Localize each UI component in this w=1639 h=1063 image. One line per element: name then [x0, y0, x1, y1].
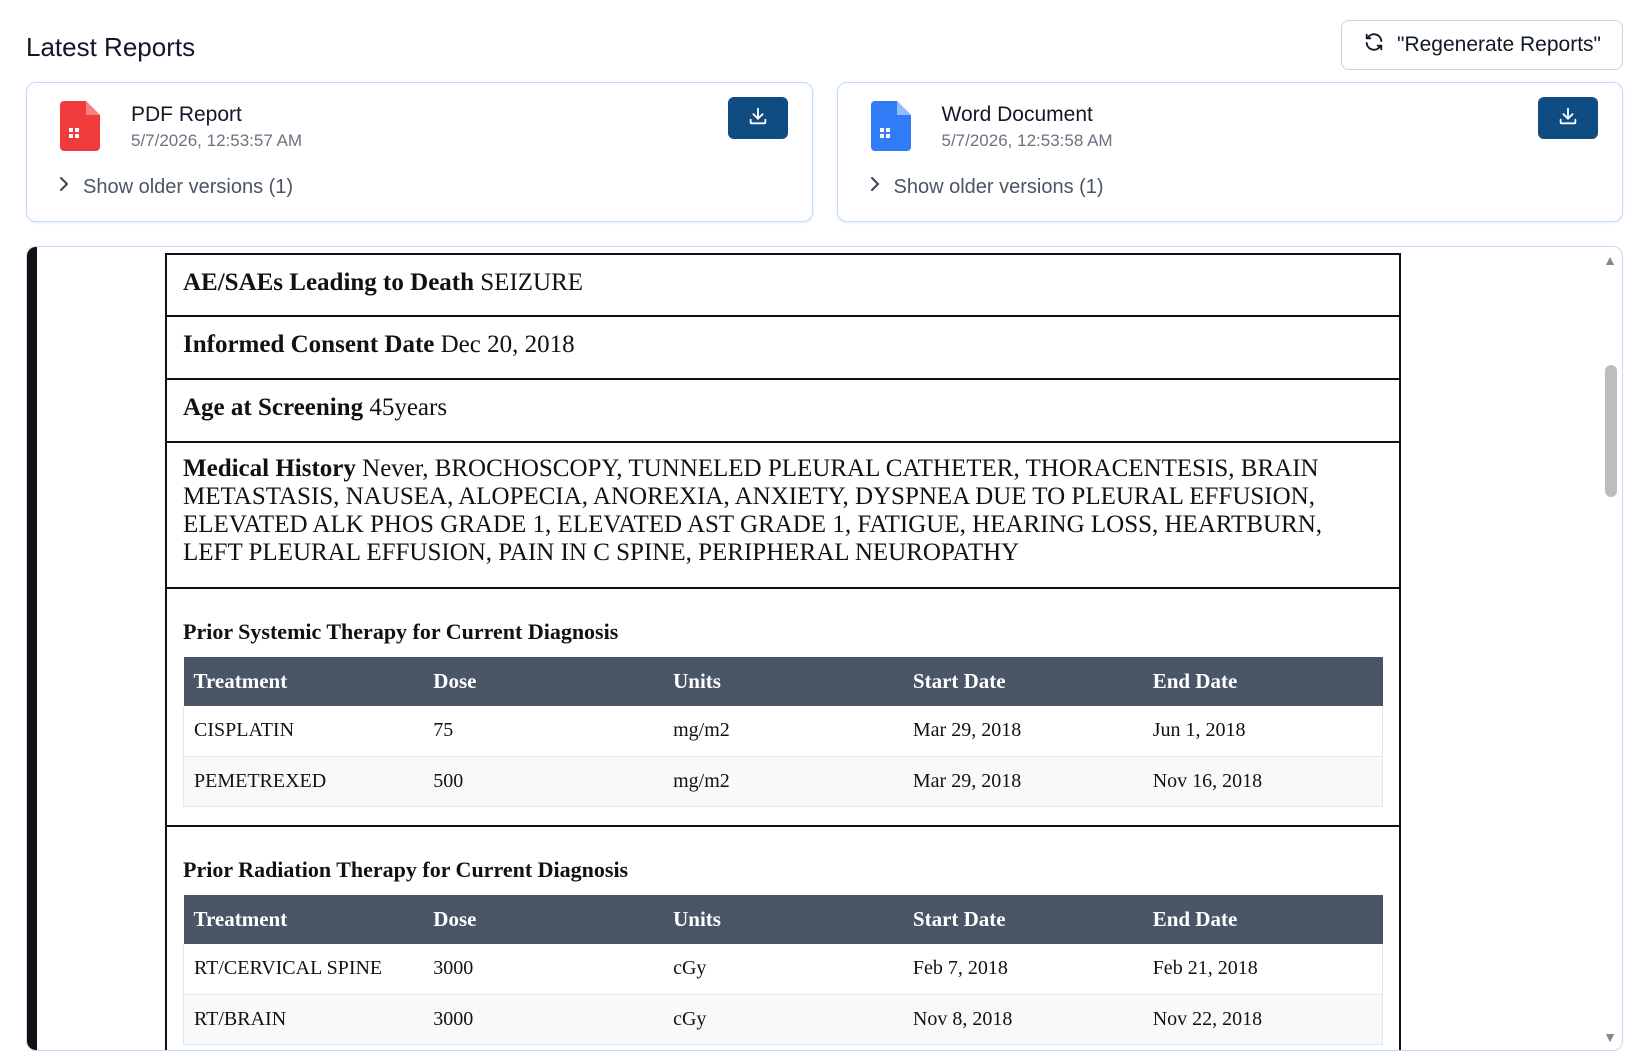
table-cell: Nov 16, 2018: [1143, 756, 1383, 806]
scrollbar-thumb[interactable]: [1605, 365, 1617, 497]
field-value: Dec 20, 2018: [440, 331, 575, 358]
vertical-scrollbar[interactable]: [1590, 247, 1622, 1050]
column-header: Start Date: [903, 657, 1143, 706]
report-cards: [26, 82, 1623, 222]
field-label: Medical History: [183, 455, 356, 482]
table-cell: Nov 22, 2018: [1143, 994, 1383, 1044]
show-older-versions-toggle[interactable]: [57, 175, 293, 199]
show-older-versions-label: Show older versions (1): [893, 175, 1104, 198]
scroll-up-arrow-icon[interactable]: ▲: [1603, 252, 1617, 268]
table-cell: CISPLATIN: [184, 706, 424, 756]
table-cell: RT/CERVICAL SPINE: [184, 944, 424, 994]
report-document: [165, 253, 1401, 1051]
column-header: End Date: [1143, 895, 1383, 944]
radiation-therapy-table: [183, 895, 1383, 1045]
refresh-icon: [1363, 31, 1385, 59]
table-cell: Mar 29, 2018: [903, 756, 1143, 806]
show-older-versions-label: Show older versions (1): [83, 175, 294, 198]
scroll-down-arrow-icon[interactable]: ▼: [1603, 1029, 1617, 1045]
table-cell: cGy: [663, 994, 903, 1044]
pdf-report-card: [26, 82, 813, 222]
download-word-button[interactable]: [1538, 97, 1598, 139]
field-value: Never, BROCHOSCOPY, TUNNELED PLEURAL CATHETER, THORACENTESIS, BRAIN METASTASIS, NAUSEA, ALOPECIA, ANOREXIA, ANXIETY, DYSPNEA DUE TO PLEURAL EFFUSION, ELEVATED ALK PHOS GRADE 1, ELEVATED AST GRADE 1, FATIGUE, HEARING LOSS, HEARTBURN, LEFT PLEURAL EFFUSION, PAIN IN C SPINE, PERIPHERAL NEUROPATHY: [183, 455, 1323, 566]
table-cell: mg/m2: [663, 756, 903, 806]
card-timestamp: 5/7/2026, 12:53:57 AM: [131, 131, 303, 150]
systemic-therapy-section: [165, 589, 1401, 827]
age-at-screening-row: [165, 380, 1401, 443]
page-title: Latest Reports: [26, 32, 196, 62]
table-cell: mg/m2: [663, 706, 903, 756]
chevron-right-icon: [868, 175, 882, 199]
download-pdf-button[interactable]: [728, 97, 788, 139]
report-preview-viewer[interactable]: [26, 246, 1623, 1051]
card-timestamp: 5/7/2026, 12:53:58 AM: [941, 131, 1113, 150]
table-cell: PEMETREXED: [184, 756, 424, 806]
column-header: Dose: [423, 657, 663, 706]
viewer-left-edge: [27, 247, 37, 1050]
table-cell: Feb 7, 2018: [903, 944, 1143, 994]
table-cell: Mar 29, 2018: [903, 706, 1143, 756]
field-label: AE/SAEs Leading to Death: [183, 269, 475, 296]
table-row: [184, 756, 1383, 806]
column-header: Units: [663, 657, 903, 706]
regenerate-reports-button[interactable]: [1341, 20, 1623, 70]
column-header: Units: [663, 895, 903, 944]
chevron-right-icon: [57, 175, 71, 199]
section-title: Prior Systemic Therapy for Current Diagnosis: [183, 619, 619, 644]
ae-saes-row: [165, 253, 1401, 317]
table-cell: cGy: [663, 944, 903, 994]
show-older-versions-toggle[interactable]: [868, 175, 1104, 199]
pdf-file-icon: [60, 101, 100, 151]
table-row: [184, 706, 1383, 756]
column-header: Start Date: [903, 895, 1143, 944]
table-cell: 3000: [423, 994, 663, 1044]
table-cell: Nov 8, 2018: [903, 994, 1143, 1044]
table-row: [184, 944, 1383, 994]
table-cell: RT/BRAIN: [184, 994, 424, 1044]
column-header: Dose: [423, 895, 663, 944]
card-title: PDF Report: [131, 103, 242, 126]
field-value: 45years: [369, 394, 448, 421]
field-label: Informed Consent Date: [183, 331, 435, 358]
download-icon: [1557, 105, 1579, 132]
download-icon: [747, 105, 769, 132]
table-header-row: [184, 895, 1383, 944]
word-file-icon: [871, 101, 911, 151]
table-cell: 3000: [423, 944, 663, 994]
medical-history-row: [165, 443, 1401, 589]
table-header-row: [184, 657, 1383, 706]
table-cell: 500: [423, 756, 663, 806]
header: [26, 14, 1623, 74]
regenerate-reports-label: "Regenerate Reports": [1396, 33, 1602, 56]
card-title: Word Document: [941, 103, 1093, 126]
table-cell: 75: [423, 706, 663, 756]
table-cell: Jun 1, 2018: [1143, 706, 1383, 756]
radiation-therapy-section: [165, 827, 1401, 1051]
word-document-card: [837, 82, 1624, 222]
table-cell: Feb 21, 2018: [1143, 944, 1383, 994]
field-value: SEIZURE: [480, 269, 584, 296]
systemic-therapy-table: [183, 657, 1383, 807]
informed-consent-row: [165, 317, 1401, 380]
section-title: Prior Radiation Therapy for Current Diagnosis: [183, 857, 629, 882]
field-label: Age at Screening: [183, 394, 364, 421]
table-row: [184, 994, 1383, 1044]
column-header: Treatment: [184, 895, 424, 944]
column-header: Treatment: [184, 657, 424, 706]
column-header: End Date: [1143, 657, 1383, 706]
